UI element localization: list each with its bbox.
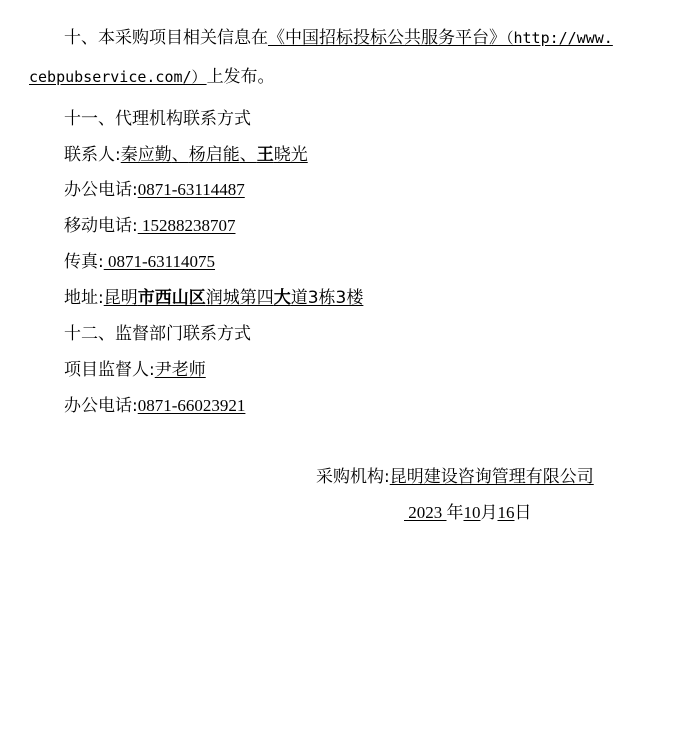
contact-row [64, 144, 308, 166]
date-month-unit: 月 [480, 503, 498, 523]
separator: 、 [171, 145, 189, 165]
mobile-value: 15288238707 [137, 216, 236, 235]
supervisor-phone-label: 办公电话: [64, 396, 138, 416]
contact-name-3-surname: 王 [256, 145, 274, 165]
section10-line2 [29, 66, 275, 88]
address-row [64, 287, 363, 309]
date-day-unit: 日 [514, 503, 532, 523]
contact-label: 联系人: [64, 145, 121, 165]
section10-suffix: 上发布。 [206, 67, 275, 87]
date-day: 16 [497, 503, 515, 522]
supervisor-label: 项目监督人: [64, 360, 155, 380]
url-part2[interactable]: cebpubservice.com/） [29, 68, 207, 86]
platform-link[interactable]: 《中国招标投标公共服务平台》 [268, 28, 506, 48]
office-phone-label: 办公电话: [64, 180, 138, 200]
agency-label: 采购机构: [316, 467, 390, 487]
fax-row [64, 251, 215, 273]
contact-name-1: 秦应勤 [120, 145, 172, 165]
section12-heading: 十二、监督部门联系方式 [64, 324, 251, 344]
supervisor-phone-value: 0871-66023921 [137, 396, 246, 415]
url-part1[interactable]: （http://www. [506, 29, 613, 47]
agency-name: 昆明建设咨询管理有限公司 [389, 467, 594, 487]
date-month: 10 [463, 503, 481, 522]
address-part: 市西山区 [137, 288, 206, 308]
section10-line1 [64, 27, 613, 49]
date-year: 2023 [404, 503, 447, 522]
fax-value: 0871-63114075 [103, 252, 216, 271]
address-label: 地址: [64, 288, 104, 308]
separator: 、 [239, 145, 257, 165]
address-part: 昆明 [103, 288, 138, 308]
fax-label: 传真: [64, 252, 104, 272]
address-value [104, 288, 364, 308]
contact-name-2: 杨启能 [188, 145, 240, 165]
office-phone-row [64, 179, 245, 201]
agency-row [316, 466, 594, 488]
supervisor-phone-row [64, 395, 245, 417]
date-year-unit: 年 [446, 503, 464, 523]
mobile-label: 移动电话: [64, 216, 138, 236]
address-part: 润城第四 [205, 288, 274, 308]
address-part: 道3栋3楼 [290, 288, 364, 308]
office-phone-value: 0871-63114487 [137, 180, 245, 199]
supervisor-row [64, 359, 206, 381]
date-row [404, 502, 532, 524]
address-part: 大 [273, 288, 291, 308]
section11-heading: 十一、代理机构联系方式 [64, 109, 251, 129]
section10-prefix: 十、本采购项目相关信息在 [64, 28, 268, 48]
mobile-row [64, 215, 235, 237]
contact-names [121, 145, 308, 165]
supervisor-value: 尹老师 [154, 360, 206, 380]
contact-name-3-given: 晓光 [273, 145, 308, 165]
